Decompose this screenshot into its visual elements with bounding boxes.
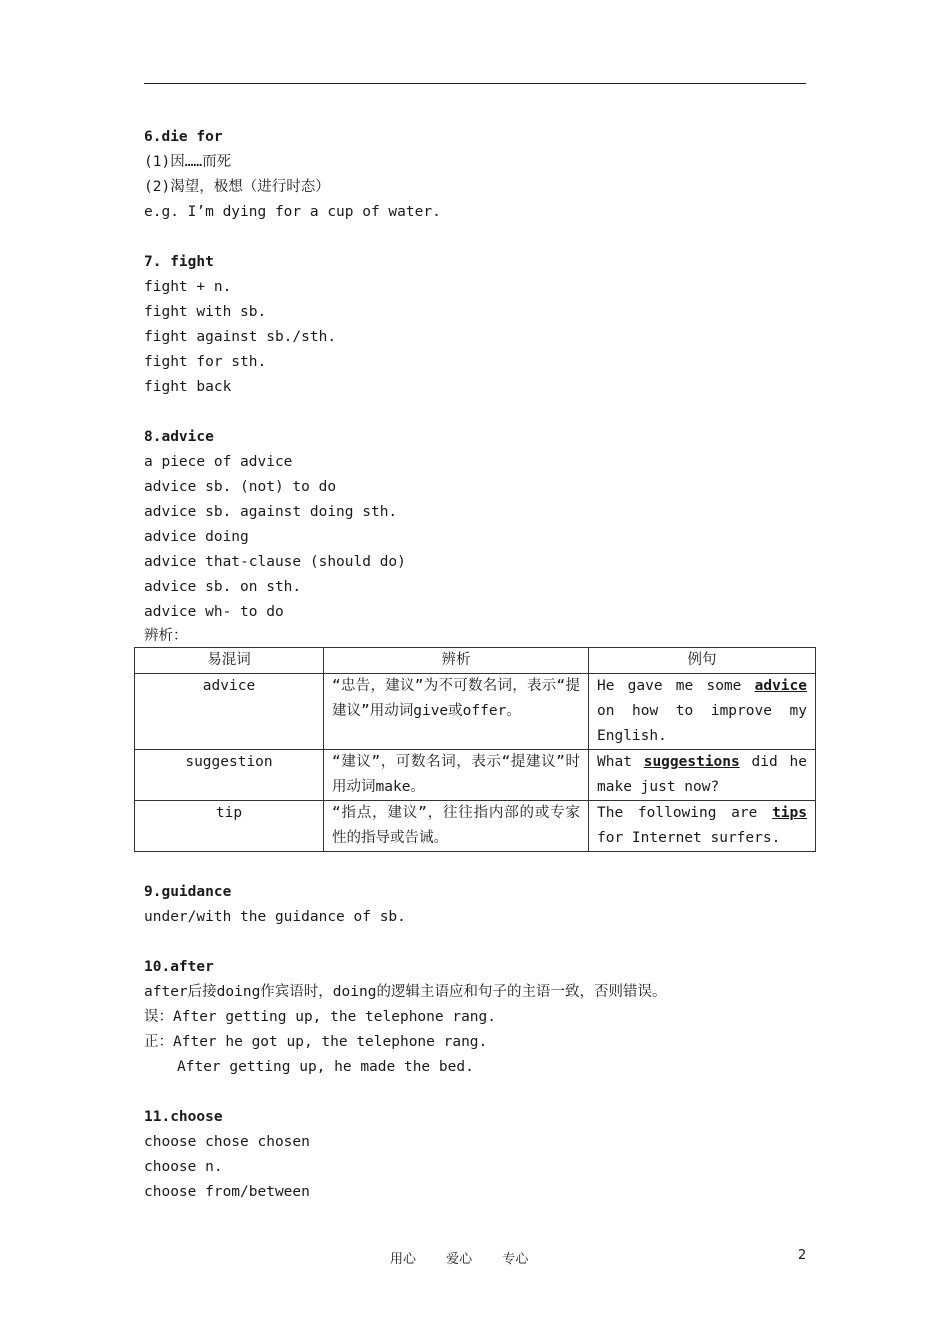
section-8-line: advice wh- to do bbox=[144, 604, 284, 620]
section-7-line: fight against sb./sth. bbox=[144, 329, 337, 345]
document-body bbox=[144, 125, 806, 1205]
section-7-line: fight with sb. bbox=[144, 304, 267, 320]
section-7-line: fight back bbox=[144, 379, 232, 395]
section-11-heading: 11.choose bbox=[144, 1109, 223, 1125]
example-text: did he make just now? bbox=[597, 754, 807, 795]
table-cell-word: tip bbox=[135, 801, 324, 852]
section-6-line: (2)渴望，极想（进行时态） bbox=[144, 179, 330, 195]
comparison-table bbox=[134, 647, 816, 852]
section-11-line: choose from/between bbox=[144, 1184, 310, 1200]
section-6-example: e.g. I’m dying for a cup of water. bbox=[144, 204, 441, 220]
section-6-heading: 6.die for bbox=[144, 129, 223, 145]
table-cell-note: “忠告，建议”为不可数名词，表示“提建议”用动词give或offer。 bbox=[324, 674, 589, 750]
section-6-line: (1)因……而死 bbox=[144, 154, 232, 170]
table-row bbox=[135, 750, 816, 801]
section-9-line: under/with the guidance of sb. bbox=[144, 909, 406, 925]
example-text: He gave me some bbox=[597, 678, 755, 694]
example-keyword: advice bbox=[754, 678, 807, 694]
section-10-rule: after后接doing作宾语时，doing的逻辑主语应和句子的主语一致，否则错误。 bbox=[144, 984, 667, 1000]
table-cell-example bbox=[589, 801, 816, 852]
section-7-heading: 7. fight bbox=[144, 254, 214, 270]
example-keyword: tips bbox=[772, 805, 807, 821]
table-header-row bbox=[135, 648, 816, 674]
section-9-heading: 9.guidance bbox=[144, 884, 232, 900]
header-rule bbox=[144, 83, 806, 84]
right-example: After getting up, he made the bed. bbox=[177, 1059, 474, 1075]
table-header: 例句 bbox=[589, 648, 816, 674]
section-8-line: a piece of advice bbox=[144, 454, 293, 470]
example-text: The following are bbox=[597, 805, 773, 821]
page-number: 2 bbox=[798, 1248, 807, 1263]
section-8-line: advice sb. (not) to do bbox=[144, 479, 337, 495]
footer-motto bbox=[390, 1248, 554, 1267]
motto-word: 爱心 bbox=[446, 1252, 473, 1267]
compare-label: 辨析： bbox=[144, 628, 188, 644]
right-example: 正：After he got up, the telephone rang. bbox=[144, 1034, 488, 1050]
section-8-line: advice sb. against doing sth. bbox=[144, 504, 398, 520]
example-text: for Internet surfers. bbox=[597, 830, 781, 846]
section-7-line: fight for sth. bbox=[144, 354, 267, 370]
motto-word: 专心 bbox=[502, 1252, 529, 1267]
example-text: on how to improve my English. bbox=[597, 703, 807, 744]
motto-word: 用心 bbox=[390, 1252, 417, 1267]
table-cell-example bbox=[589, 674, 816, 750]
table-cell-note: “指点，建议”，往往指内部的或专家性的指导或告诫。 bbox=[324, 801, 589, 852]
table-cell-note: “建议”，可数名词，表示“提建议”时用动词make。 bbox=[324, 750, 589, 801]
table-header: 辨析 bbox=[324, 648, 589, 674]
section-8-line: advice doing bbox=[144, 529, 249, 545]
section-11-line: choose n. bbox=[144, 1159, 223, 1175]
table-cell-example bbox=[589, 750, 816, 801]
table-cell-word: advice bbox=[135, 674, 324, 750]
section-8-heading: 8.advice bbox=[144, 429, 214, 445]
table-row bbox=[135, 801, 816, 852]
section-7-line: fight + n. bbox=[144, 279, 232, 295]
section-10-heading: 10.after bbox=[144, 959, 214, 975]
section-8-line: advice sb. on sth. bbox=[144, 579, 302, 595]
section-11-line: choose chose chosen bbox=[144, 1134, 310, 1150]
table-cell-word: suggestion bbox=[135, 750, 324, 801]
section-8-line: advice that-clause (should do) bbox=[144, 554, 406, 570]
table-header: 易混词 bbox=[135, 648, 324, 674]
table-row bbox=[135, 674, 816, 750]
example-keyword: suggestions bbox=[643, 754, 740, 770]
example-text: What bbox=[597, 754, 644, 770]
wrong-example: 误：After getting up, the telephone rang. bbox=[144, 1009, 497, 1025]
